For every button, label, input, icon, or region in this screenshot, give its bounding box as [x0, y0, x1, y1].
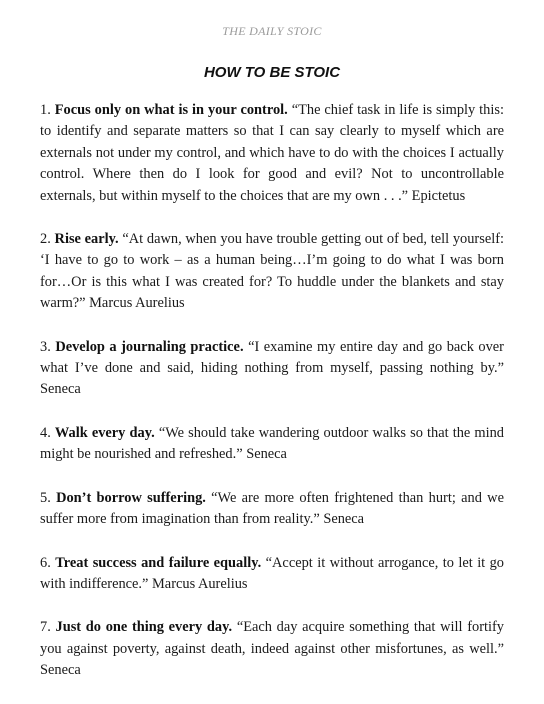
item-quote: “Accept it without arrogance, to let it go with indifference.” Marcus Aurelius	[40, 554, 504, 592]
list-item	[40, 423, 504, 466]
item-number: 1.	[40, 102, 51, 118]
list-item	[40, 617, 504, 681]
item-number: 6.	[40, 554, 51, 571]
item-heading: Just do one thing every day.	[55, 619, 233, 636]
item-heading: Focus only on what is in your control.	[54, 102, 288, 118]
item-number: 4.	[40, 424, 51, 441]
list-item	[40, 553, 504, 596]
item-heading: Rise early.	[54, 231, 119, 248]
item-quote: “Each day acquire something that will fortify you against poverty, against death, indeed against other misfortunes, as well.” Seneca	[40, 619, 504, 679]
item-heading: Treat success and failure equally.	[55, 554, 262, 571]
item-number: 5.	[40, 489, 51, 506]
page-title: HOW TO BE STOIC	[203, 64, 341, 81]
list-item	[40, 100, 504, 207]
item-quote: “We should take wandering outdoor walks so that the mind might be nourished and refreshed.” Seneca	[40, 424, 504, 463]
stoic-practices-list	[40, 100, 504, 704]
item-quote: “At dawn, when you have trouble getting out of bed, tell yourself: ‘I have to go to work – as a human being…I’m going to do what I was born for…Or is this what I was created for? To huddle under the blankets and stay warm?” Marcus Aurelius	[40, 231, 504, 312]
item-quote: “I examine my entire day and go back over what I’ve done and said, hiding nothing from myself, passing nothing by.” Seneca	[40, 338, 504, 398]
item-quote: “The chief task in life is simply this: to identify and separate matters so that I can say clearly to myself which are externals not under my control, and which have to do with the choices I actually control. Where then do I look for good and evil? Not to uncontrollable externals, but within myself to the choices that are my own . . .” Epictetus	[40, 102, 504, 204]
item-number: 2.	[40, 231, 51, 248]
running-header: THE DAILY STOIC	[222, 24, 322, 38]
item-number: 3.	[40, 338, 51, 355]
list-item	[40, 229, 504, 315]
list-item	[40, 488, 504, 531]
item-heading: Don’t borrow suffering.	[56, 489, 206, 506]
item-heading: Develop a journaling practice.	[55, 338, 244, 355]
item-quote: “We are more often frightened than hurt; and we suffer more from imagination than from reality.” Seneca	[40, 489, 504, 528]
item-heading: Walk every day.	[54, 424, 155, 441]
list-item	[40, 337, 504, 401]
item-number: 7.	[40, 619, 51, 636]
